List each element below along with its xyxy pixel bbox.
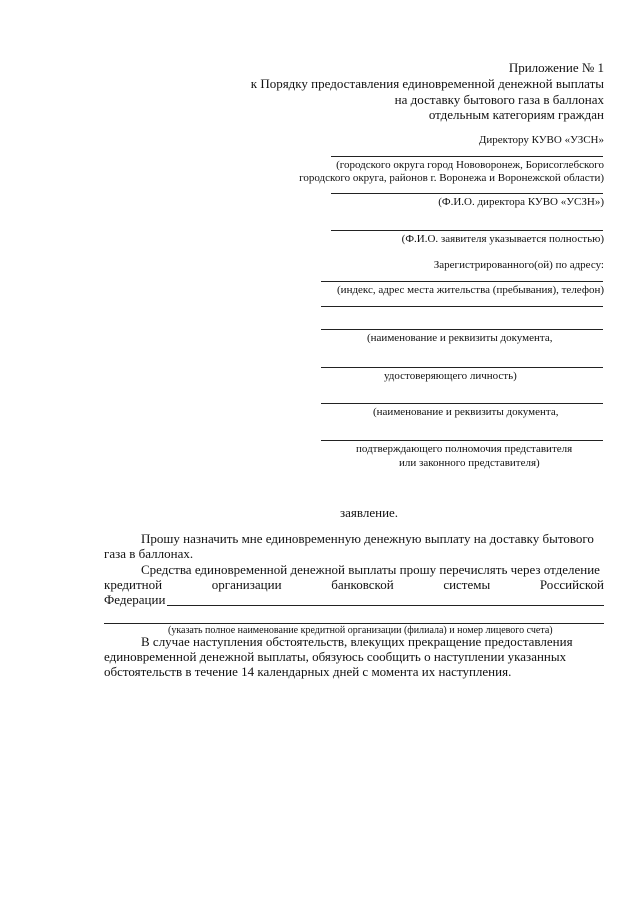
- request-paragraph-line-2: газа в баллонах.: [104, 546, 194, 561]
- director-name-caption: (Ф.И.О. директора КУВО «УСЗН»): [438, 196, 604, 208]
- district-blank-line: [331, 156, 603, 157]
- district-caption-1: (городского округа город Нововоронеж, Борисоглебского: [336, 159, 604, 171]
- word-credit: кредитной: [104, 577, 163, 592]
- word-organization: организации: [211, 577, 282, 592]
- appendix-number: Приложение № 1: [508, 60, 604, 75]
- appendix-line-3: на доставку бытового газа в баллонах: [394, 92, 604, 107]
- registered-address-label: Зарегистрированного(ой) по адресу:: [433, 259, 604, 271]
- word-banking: банковской: [331, 577, 394, 592]
- authority-document-caption-2: подтверждающего полномочия представителя: [356, 443, 573, 455]
- id-document-caption-1: (наименование и реквизиты документа,: [367, 332, 553, 344]
- account-caption: (указать полное наименование кредитной организации (филиала) и номер лицевого счета): [168, 625, 553, 636]
- request-paragraph-line-1: Прошу назначить мне единовременную денежную выплату на доставку бытового: [141, 531, 594, 546]
- obligation-paragraph-line-1: В случае наступления обстоятельств, влекущих прекращение предоставления: [141, 634, 573, 649]
- applicant-name-blank-line: [331, 230, 603, 231]
- statement-title: заявление.: [340, 505, 399, 520]
- appendix-line-4: отдельным категориям граждан: [428, 107, 604, 122]
- obligation-paragraph-line-3: обстоятельств в течение 14 календарных дней с момента их наступления.: [104, 664, 512, 679]
- word-system: системы: [443, 577, 491, 592]
- appendix-line-2: к Порядку предоставления единовременной денежной выплаты: [250, 76, 604, 91]
- id-document-blank-line-2: [321, 367, 603, 368]
- authority-document-blank-line-1: [321, 403, 603, 404]
- address-blank-line-1: [321, 281, 603, 282]
- transfer-paragraph-line-1: Средства единовременной денежной выплаты прошу перечислять через отделение: [141, 562, 600, 577]
- address-blank-line-2: [321, 306, 603, 307]
- address-caption: (индекс, адрес места жительства (пребывания), телефон): [337, 284, 604, 296]
- id-document-blank-line-1: [321, 329, 603, 330]
- transfer-paragraph-line-2: [104, 577, 604, 593]
- transfer-paragraph-line-3: Федерации: [104, 592, 166, 607]
- id-document-caption-2: удостоверяющего личность): [384, 370, 517, 382]
- authority-document-caption-1: (наименование и реквизиты документа,: [373, 406, 559, 418]
- director-name-blank-line: [331, 193, 603, 194]
- bank-name-blank-line-2: [104, 623, 604, 624]
- bank-name-blank-line-1: [167, 605, 604, 606]
- authority-document-blank-line-2: [321, 440, 603, 441]
- applicant-name-caption: (Ф.И.О. заявителя указывается полностью): [401, 233, 604, 245]
- district-caption-2: городского округа, районов г. Воронежа и Воронежской области): [299, 172, 604, 184]
- director-label: Директору КУВО «УЗСН»: [478, 134, 604, 146]
- authority-document-caption-3: или законного представителя): [399, 457, 540, 469]
- obligation-paragraph-line-2: единовременной денежной выплаты, обязуюсь сообщить о наступлении указанных: [104, 649, 567, 664]
- word-russian: Российской: [539, 577, 604, 592]
